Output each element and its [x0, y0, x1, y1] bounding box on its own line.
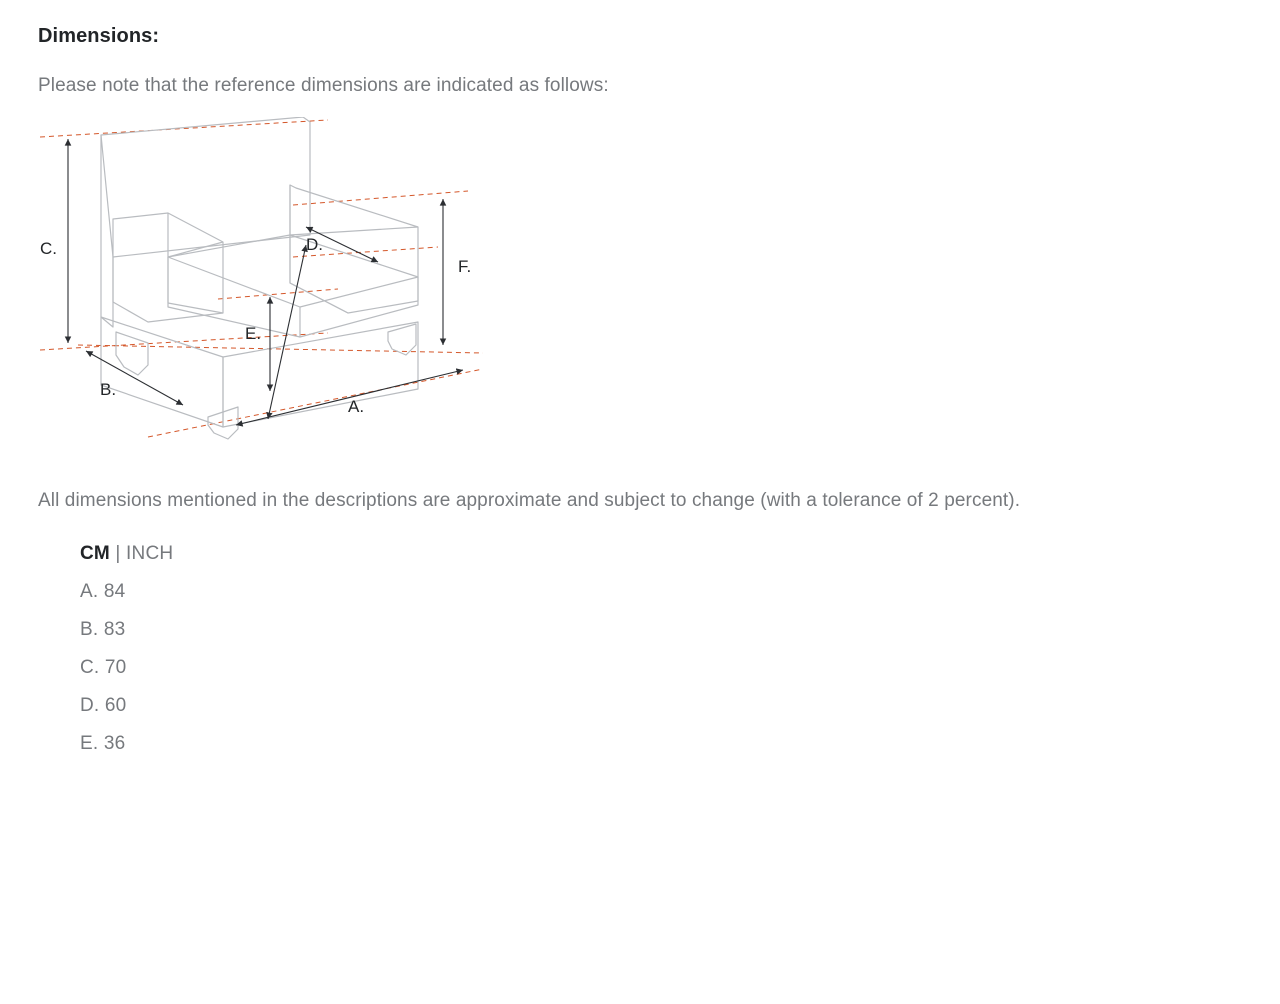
- intro-text: Please note that the reference dimensions are indicated as follows:: [38, 75, 609, 96]
- list-item: D. 60: [80, 695, 127, 717]
- list-item: E. 36: [80, 733, 126, 755]
- unit-cm: CM: [80, 543, 110, 565]
- diagram-labels: [40, 235, 471, 416]
- unit-row: [80, 543, 1242, 581]
- label-c: C.: [40, 239, 57, 258]
- unit-separator: |: [109, 543, 127, 565]
- measurements-list: [38, 515, 1242, 771]
- label-f: F.: [458, 257, 472, 276]
- chair-outline: [101, 117, 418, 439]
- label-e: E.: [245, 324, 262, 343]
- tolerance-note: All dimensions mentioned in the descriptions are approximate and subject to change (with a tolerance of 2 percent).: [38, 490, 1021, 511]
- list-item: A. 84: [80, 581, 126, 603]
- label-a: A.: [348, 397, 365, 416]
- unit-inch: INCH: [126, 543, 174, 565]
- list-item: C. 70: [80, 657, 127, 679]
- dimensions-diagram: [38, 117, 538, 462]
- list-item: B. 83: [80, 619, 126, 641]
- dimension-arrows: [68, 139, 463, 425]
- label-b: B.: [100, 380, 117, 399]
- label-d: D.: [306, 235, 323, 254]
- page-title: Dimensions:: [38, 25, 160, 47]
